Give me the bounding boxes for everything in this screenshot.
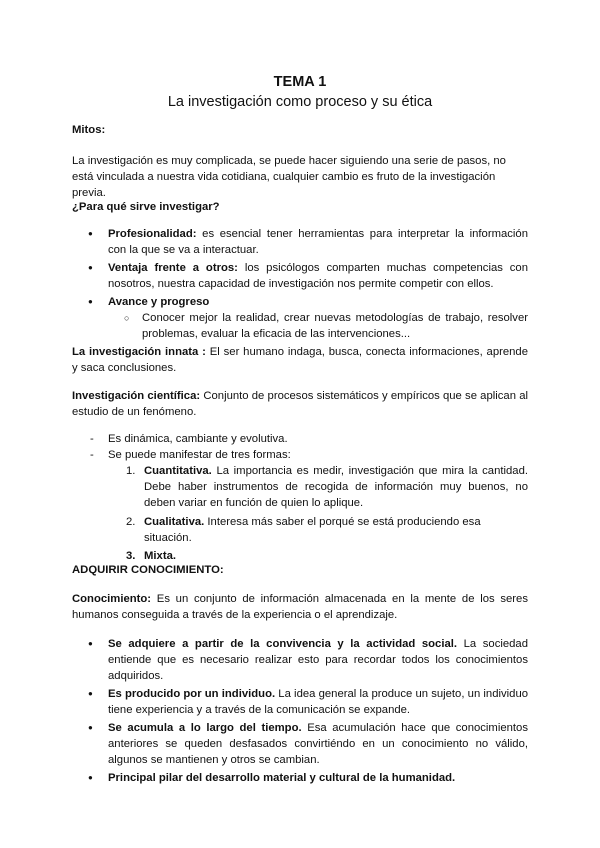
list-item: ● Se acumula a lo largo del tiempo. Esa acumulación hace que conocimientos anteriores se queden desfasados convirtiéndo en un conocimiento no válido, algunos se mantienen y otros se cambian. [108,720,528,768]
adquirir-heading: ADQUIRIR CONOCIMIENTO: [72,564,224,576]
list-item: ● Principal pilar del desarrollo material y cultural de la humanidad. [108,770,528,786]
cientifica-dash-list [108,431,528,564]
para-que-heading: ¿Para qué sirve investigar? [72,201,220,213]
list-item: ● Avance y progreso ○ Conocer mejor la realidad, crear nuevas metodologías de trabajo, resolver problemas, evaluar la eficacia de las intervenciones... [108,294,528,342]
dash-item: - Es dinámica, cambiante y evolutiva. [108,431,528,447]
list-item: ● Profesionalidad: es esencial tener herramientas para interpretar la información con la que se va a interactuar. [108,226,528,258]
conocimiento-list [108,636,528,788]
list-item: ● Se adquiere a partir de la convivencia y la actividad social. La sociedad entiende que es necesario realizar esto para recordar todos los conocimientos adquiridos. [108,636,528,684]
mitos-text: La investigación es muy complicada, se puede hacer siguiendo una serie de pasos, no está vinculada a nuestra vida cotidiana, cualquier cambio es fruto de la investigación previa. [72,155,506,199]
doc-subtitle: La investigación como proceso y su ética [167,94,433,110]
sub-list-item: ○ Conocer mejor la realidad, crear nuevas metodologías de trabajo, resolver problemas, evaluar la eficacia de las intervenciones... [142,310,528,342]
forms-list [126,463,528,564]
sub-list [142,310,528,342]
form-item: 3. Mixta. [126,550,177,562]
list-item: ● Es producido por un individuo. La idea general la produce un sujeto, un individuo tiene experiencia y a través de la comunicación se expande. [108,686,528,718]
para-que-list [108,226,528,344]
mitos-heading: Mitos: [72,124,106,136]
innata-paragraph: La investigación innata : El ser humano indaga, busca, conecta informaciones, aprende y saca conclusiones. [72,346,528,374]
form-item: 2. Cualitativa. Interesa más saber el porqué se está produciendo esa situación. [126,516,481,544]
form-item: 1. Cuantitativa. La importancia es medir, investigación que mira la cantidad. Debe haber instrumentos de recogida de información muy buenos, no deben variar en función de quien lo aplique. [126,465,528,509]
list-item: ● Ventaja frente a otros: los psicólogos comparten muchas competencias con nosotros, nuestra capacidad de investigación nos permite competir con ellos. [108,260,528,292]
doc-title: TEMA 1 [273,74,327,90]
cientifica-paragraph: Investigación científica: Conjunto de procesos sistemáticos y empíricos que se aplican al estudio de un fenómeno. [72,390,528,418]
dash-item: - Se puede manifestar de tres formas: 1. Cuantitativa. La importancia es medir, investigación que mira la cantidad. Debe haber instrumentos de recogida de información muy buenos, no deben variar en función de quien lo aplique. 2. Cualitativa. Interesa más saber el porqué se está produciendo esa situación. 3. Mixta. [108,447,528,564]
conocimiento-paragraph: Conocimiento: Es un conjunto de información almacenada en la mente de los seres humanos conseguida a través de la experiencia o el aprendizaje. [72,593,528,621]
